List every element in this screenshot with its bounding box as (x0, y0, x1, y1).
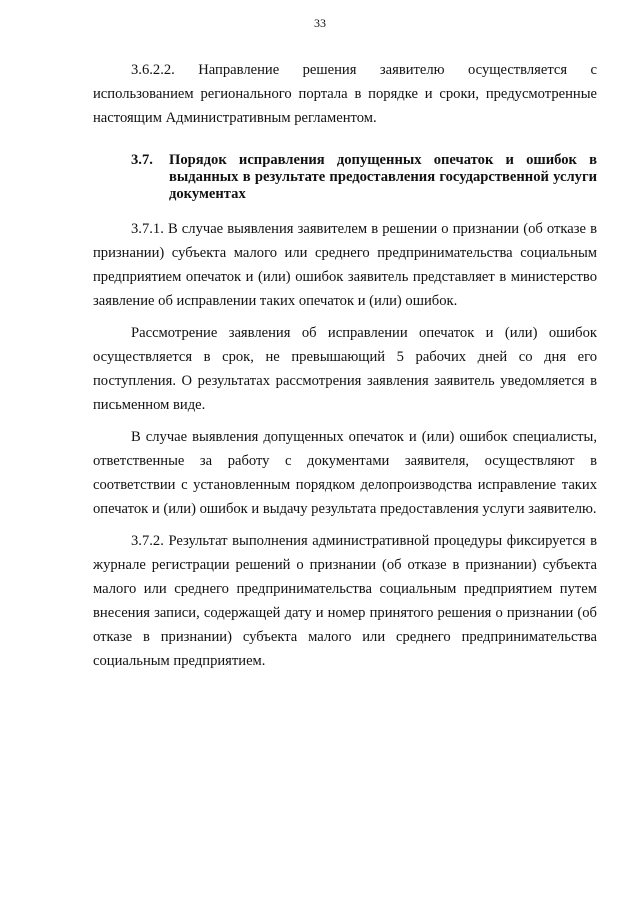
paragraph-3-6-2-2: 3.6.2.2. Направление решения заявителю осуществляется с использованием регионального портала в порядке и сроки, предусмотренные настоящим Административным регламентом. (93, 62, 597, 126)
paragraph-3-7-1: 3.7.1. В случае выявления заявителем в решении о признании (об отказе в признании) субъекта малого или среднего предпринимательства социальным предприятием опечаток и (или) ошибок заявитель представляет в министерство заявление об исправлении таких опечаток и (или) ошибок. (93, 221, 597, 309)
page-number: 33 (314, 16, 326, 30)
document-body (93, 58, 597, 681)
section-3-7-heading (131, 152, 597, 203)
section-title: Порядок исправления допущенных опечаток и ошибок в выданных в результате предоставления государственной услуги документах (169, 152, 597, 202)
section-number: 3.7. (131, 152, 153, 168)
paragraph-3-7-2: 3.7.2. Результат выполнения административной процедуры фиксируется в журнале регистрации решений о признании (об отказе в признании) субъекта малого или среднего предпринимательства социальным предприятием путем внесения записи, содержащей дату и номер принятого решения о признании (об отказе в признании) субъекта малого или среднего предпринимательства социальным предприятием. (93, 533, 597, 669)
paragraph-review-term: Рассмотрение заявления об исправлении опечаток и (или) ошибок осуществляется в срок, не превышающий 5 рабочих дней со дня его поступления. О результатах рассмотрения заявления заявитель уведомляется в письменном виде. (93, 325, 597, 413)
paragraph-correction: В случае выявления допущенных опечаток и (или) ошибок специалисты, ответственные за работу с документами заявителя, осуществляют в соответствии с установленным порядком делопроизводства исправление таких опечаток и (или) ошибок и выдачу результата предоставления услуги заявителю. (93, 429, 597, 517)
